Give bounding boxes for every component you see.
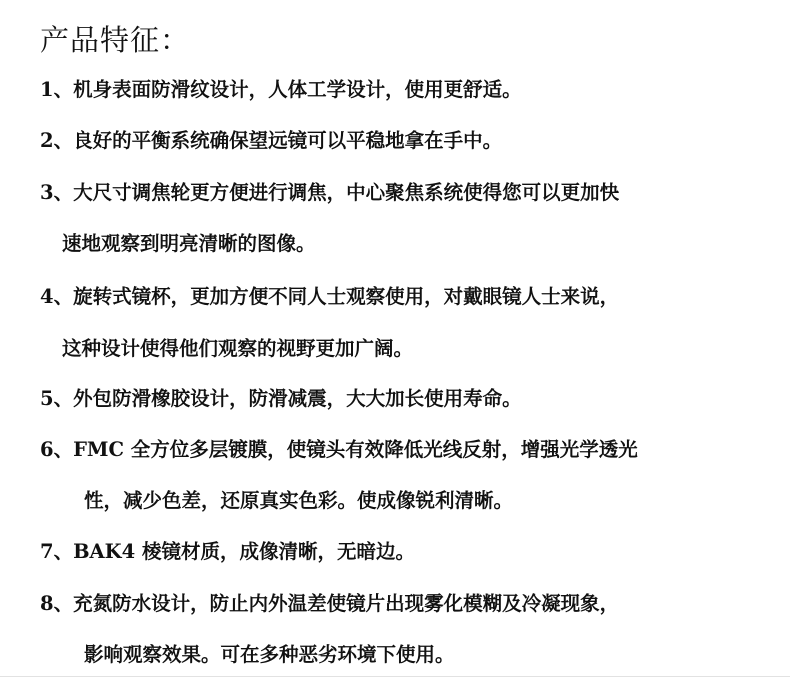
feature-4-line-1: 4、旋转式镜杯，更加方便不同人士观察使用，对戴眼镜人士来说， xyxy=(40,285,620,308)
feature-7-line-1: 7、BAK4 棱镜材质，成像清晰，无暗边。 xyxy=(40,540,415,563)
feature-2-line-1: 2、良好的平衡系统确保望远镜可以平稳地拿在手中。 xyxy=(40,129,503,152)
page-title: 产品特征： xyxy=(40,23,191,57)
bottom-divider xyxy=(0,676,790,677)
feature-8-line-1: 8、充氮防水设计，防止内外温差使镜片出现雾化模糊及冷凝现象， xyxy=(40,592,620,615)
feature-1-line-1: 1、机身表面防滑纹设计，人体工学设计，使用更舒适。 xyxy=(40,78,522,101)
feature-5-line-1: 5、外包防滑橡胶设计，防滑减震，大大加长使用寿命。 xyxy=(40,387,522,410)
feature-6-line-2: 性，减少色差，还原真实色彩。使成像锐利清晰。 xyxy=(84,489,514,512)
feature-3-line-2: 速地观察到明亮清晰的图像。 xyxy=(62,232,316,255)
feature-3-line-1: 3、大尺寸调焦轮更方便进行调焦，中心聚焦系统使得您可以更加快 xyxy=(40,181,620,204)
feature-8-line-2: 影响观察效果。可在多种恶劣环境下使用。 xyxy=(84,643,455,666)
feature-4-line-2: 这种设计使得他们观察的视野更加广阔。 xyxy=(62,337,414,360)
feature-6-line-1: 6、FMC 全方位多层镀膜，使镜头有效降低光线反射，增强光学透光 xyxy=(40,438,638,461)
